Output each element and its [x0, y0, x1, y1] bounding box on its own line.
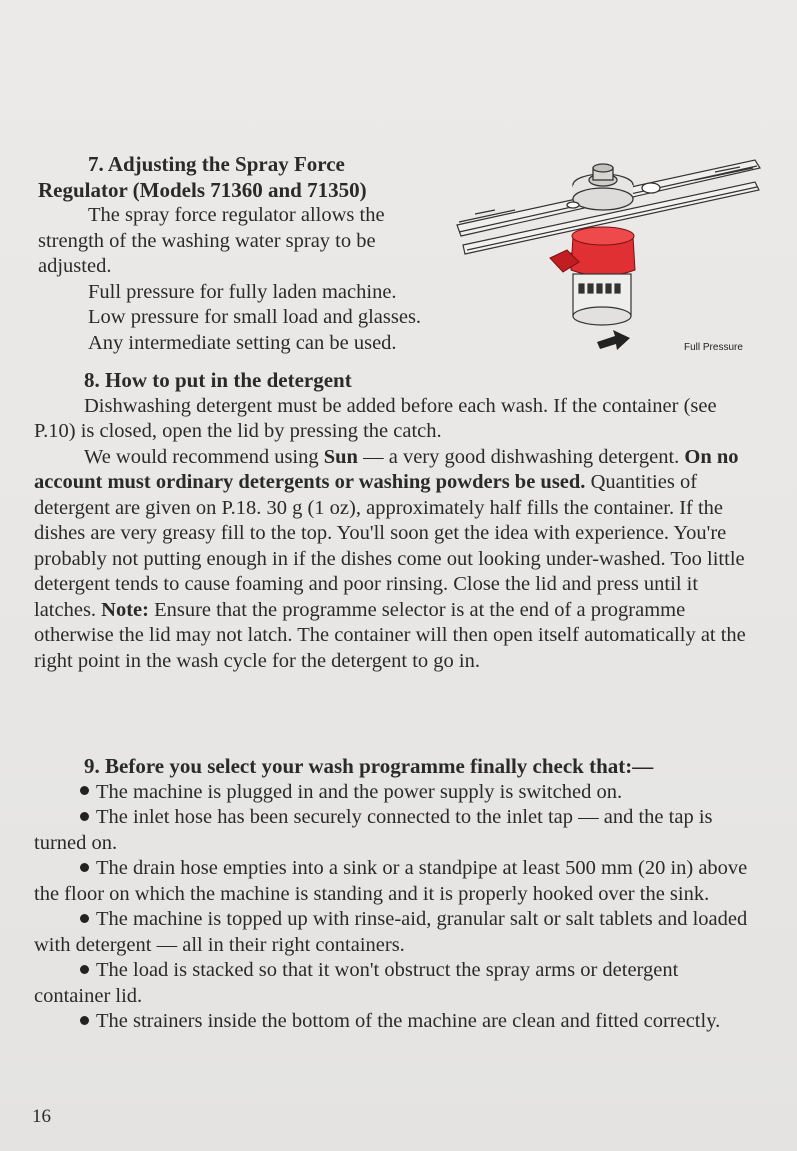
section-9-heading: 9. Before you select your wash programme finally check that:—	[84, 754, 654, 778]
checklist-item: The machine is topped up with rinse-aid, granular salt or salt tablets and loaded with detergent — all in their right containers.	[34, 908, 748, 956]
section-7-heading-line1: 7. Adjusting the Spray Force	[88, 152, 345, 176]
section-7-low-pressure-line: Low pressure for small load and glasses.	[88, 306, 422, 328]
section-7-heading-line2: Regulator (Models 71360 and 71350)	[38, 177, 367, 202]
spray-arm-illustration	[455, 150, 765, 360]
bullet-dot-icon	[80, 1016, 89, 1025]
checklist-item: The strainers inside the bottom of the machine are clean and fitted correctly.	[34, 1009, 754, 1035]
detergent-warning: On no account must ordinary detergents or washing powders be used.	[34, 445, 739, 493]
checklist-item: The machine is plugged in and the power supply is switched on.	[34, 780, 754, 806]
section-8	[34, 368, 754, 674]
bullet-dot-icon	[80, 812, 89, 821]
para2-text-b: — a very good dishwashing detergent.	[357, 445, 685, 468]
bullet-dot-icon	[80, 786, 89, 795]
bullet-dot-icon	[80, 863, 89, 872]
arrow-right-icon	[597, 330, 630, 350]
section-8-heading: 8. How to put in the detergent	[84, 368, 352, 392]
checklist-item: The load is stacked so that it won't obstruct the spray arms or detergent container lid.	[34, 959, 679, 1007]
para2-text-a: We would recommend using	[84, 445, 324, 468]
bullet-dot-icon	[80, 965, 89, 974]
page-number: 16	[32, 1106, 51, 1127]
section-7-intro: The spray force regulator allows the strength of the washing water spray to be adjusted.	[38, 204, 385, 277]
section-7-intermediate-line: Any intermediate setting can be used.	[88, 331, 397, 354]
note-label: Note:	[101, 598, 149, 621]
bullet-dot-icon	[80, 914, 89, 923]
para2-text-d: Ensure that the programme selector is at the end of a programme otherwise the lid may not latch. The container will then open itself automatically at the right point in the wash cycle for the detergent to go in.	[34, 598, 746, 672]
section-8-para1: Dishwashing detergent must be added before each wash. If the container (see P.10) is closed, open the lid by pressing the catch.	[34, 394, 717, 442]
section-7-full-pressure-line: Full pressure for fully laden machine.	[88, 280, 397, 303]
para2-text-c: Quantities of detergent are given on P.18. 30 g (1 oz), approximately half fills the container. If the dishes are very greasy fill to the top. You'll soon get the idea with experience. You're probably not putting enough in if the dishes come out looking under-washed. Too little detergent tends to cause foaming and poor rinsing. Close the lid and press until it latches.	[34, 471, 745, 621]
checklist-item: The drain hose empties into a sink or a standpipe at least 500 mm (20 in) above the floor on which the machine is standing and it is properly hooked over the sink.	[34, 857, 748, 905]
section-9	[34, 754, 754, 1035]
section-8-para2	[34, 445, 754, 675]
brand-name: Sun	[323, 445, 358, 468]
section-7	[38, 152, 478, 356]
checklist-item: The inlet hose has been securely connected to the inlet tap — and the tap is turned on.	[34, 806, 713, 854]
illustration-caption: Full Pressure	[684, 342, 743, 353]
